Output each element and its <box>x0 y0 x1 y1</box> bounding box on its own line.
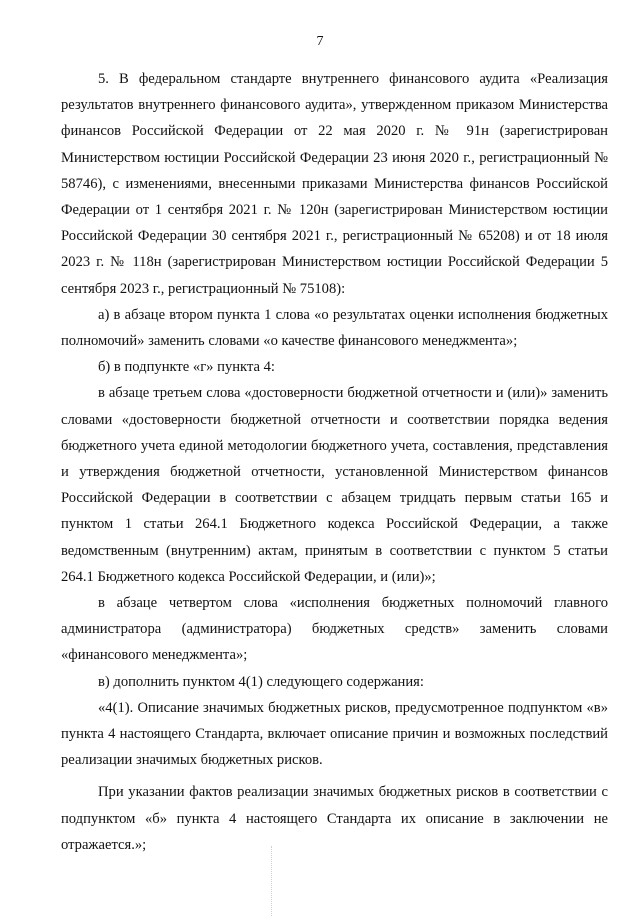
paragraph-abzac-third: в абзаце третьем слова «достоверности бюджетной отчетности и (или)» заменить словами «достоверности бюджетной отчетности и соответствии порядка ведения бюджетного учета единой методологии бюджетного учета, составления, представления и утверждения бюджетной отчетности, установленной Министерством финансов Российской Федерации в соответствии с абзацем тридцать первым статьи 165 и пунктом 1 статьи 264.1 Бюджетного кодекса Российской Федерации, а также ведомственным (внутренним) актам, принятым в соответствии с пунктом 5 статьи 264.1 Бюджетного кодекса Российской Федерации, и (или)»; <box>61 385 608 585</box>
paragraph-point-4-1: «4(1). Описание значимых бюджетных рисков, предусмотренное подпунктом «в» пункта 4 настоящего Стандарта, включает описание причин и возможных последствий реализации значимых бюджетных рисков. <box>61 699 608 769</box>
paragraph-subitem-v: в) дополнить пунктом 4(1) следующего содержания: <box>98 673 424 690</box>
document-body <box>61 66 608 858</box>
paragraph-abzac-fourth: в абзаце четвертом слова «исполнения бюджетных полномочий главного администратора (администратора) бюджетных средств» заменить словами «финансового менеджмента»; <box>61 595 608 664</box>
paragraph-subitem-b: б) в подпункте «г» пункта 4: <box>98 359 275 376</box>
page-number: 7 <box>316 34 324 49</box>
paragraph-risk-facts: При указании фактов реализации значимых бюджетных рисков в соответствии с подпунктом «б» пункта 4 настоящего Стандарта их описание в заключении не отражается.»; <box>61 784 608 853</box>
paragraph-item-5: 5. В федеральном стандарте внутреннего финансового аудита «Реализация результатов внутреннего финансового аудита», утвержденном приказом Министерства финансов Российской Федерации от 22 мая 2020 г. № 91н (зарегистрирован Министерством юстиции Российской Федерации 23 июня 2020 г., регистрационный № 58746), с изменениями, внесенными приказами Министерства финансов Российской Федерации от 1 сентября 2021 г. № 120н (зарегистрирован Министерством юстиции Российской Федерации 30 сентября 2021 г., регистрационный № 65208) и от 18 июля 2023 г. № 118н (зарегистрирован Министерством юстиции Российской Федерации 5 сентября 2023 г., регистрационный № 75108): <box>61 71 608 297</box>
scan-artifact-line <box>271 846 273 916</box>
paragraph-subitem-a: а) в абзаце втором пункта 1 слова «о результатах оценки исполнения бюджетных полномочий» заменить словами «о качестве финансового менеджмента»; <box>61 306 608 350</box>
